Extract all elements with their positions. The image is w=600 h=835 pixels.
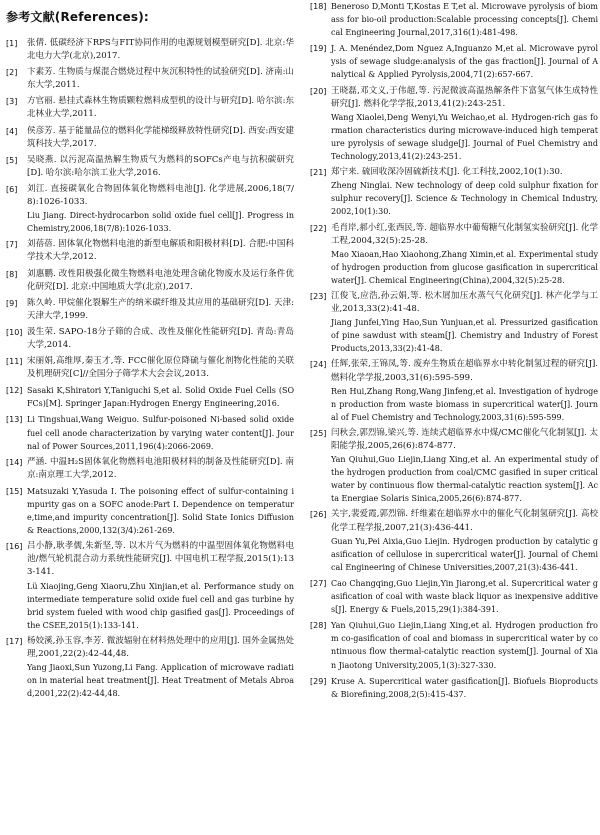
reference-number: [1] bbox=[6, 39, 18, 48]
right-reference-list bbox=[310, 0, 598, 701]
reference-text-en: Cao Changqing,Guo Liejin,Yin Jiarong,et al. Supercritical water gasification of coal with waste black liquor as inexpensive additives[J]. Energy & Fuels,2015,29(1):384-391. bbox=[331, 578, 598, 615]
reference-text-zh: 郑宁来. 硫回收深冷固硫新技术[J]. 化工科技,2002,10(1):30. bbox=[331, 167, 563, 178]
reference-entry bbox=[6, 125, 294, 151]
reference-number: [20] bbox=[310, 86, 327, 96]
reference-text-zh: 毛肖岸,郝小红,张西民,等. 超临界水中葡萄糖气化制氢实验研究[J]. 化学工程,2004,32(5):25-28. bbox=[331, 222, 598, 246]
reference-text-zh: 王晓磊,邓文义,于伟超,等. 污泥微波高温热解条件下富氢气体生成特性研究[J]. 燃料化学学报,2013,41(2):243-251. bbox=[331, 85, 598, 109]
reference-entry bbox=[6, 268, 294, 294]
reference-entry bbox=[6, 413, 294, 452]
reference-text-en: J. A. Menéndez,Dom Nguez A,Inguanzo M,et al. Microwave pyrolysis of sewage sludge:analysis of the gas fraction[J]. Journal of Analytical & Applied Pyrolysis,2004,71(2):657-667. bbox=[331, 44, 598, 80]
reference-number: [26] bbox=[310, 510, 327, 520]
reference-number: [8] bbox=[6, 269, 18, 279]
reference-entry bbox=[6, 37, 294, 63]
reference-text-zh: 刘惠鹏. 改性阳极强化微生物燃料电池处理含硫化物废水及运行条件优化研究[D]. 北京:中国地质大学(北京),2017. bbox=[27, 268, 294, 292]
reference-entry bbox=[6, 635, 294, 700]
reference-entry bbox=[6, 540, 294, 632]
reference-number: [16] bbox=[6, 542, 23, 552]
reference-number: [4] bbox=[6, 126, 18, 136]
reference-entry bbox=[6, 95, 294, 121]
reference-number: [7] bbox=[6, 240, 18, 250]
reference-text-en: Beneroso D,Monti T,Kostas E T,et al. Microwave pyrolysis of biomass for bio-oil production:Scalable processing concepts[J]. Chemical Engineering Journal,2017,316(1):481-498. bbox=[331, 2, 598, 38]
reference-number: [29] bbox=[310, 676, 327, 686]
reference-entry bbox=[310, 0, 598, 39]
reference-text-zh: 卞素芳. 生物质与煤混合燃烧过程中灰沉积特性的试验研究[D]. 济南:山东大学,2011. bbox=[27, 67, 294, 91]
reference-text-zh: 闫秋会,郭烈锦,梁兴,等. 连续式超临界水中煤/CMC催化气化制氢[J]. 太阳能学报,2005,26(6):874-877. bbox=[331, 427, 598, 451]
reference-entry bbox=[6, 238, 294, 264]
reference-text-zh: 关宇,裴爱霞,郭烈锦. 纤维素在超临界水中的催化气化制氢研究[J]. 高校化学工程学报,2007,21(3):436-441. bbox=[331, 509, 598, 533]
reference-text-en: Wang Xiaolei,Deng Wenyi,Yu Weichao,et al. Hydrogen-rich gas formation characteristics during microwave-induced high temperature pyrolysis of sewage sludge[J]. Journal of Fuel Chemistry and Technology,2013,41(2):243-251. bbox=[331, 112, 598, 162]
reference-number: [27] bbox=[310, 578, 327, 588]
reference-text-zh: 侯彦芳. 基于能量品位的燃料化学能梯级释放特性研究[D]. 西安:西安建筑科技大学,2017. bbox=[27, 125, 294, 149]
reference-text-zh: 刘蓓蓓. 固体氧化物燃料电池的新型电解质和阳极材料[D]. 合肥:中国科学技术大学,2012. bbox=[27, 239, 294, 263]
reference-number: [18] bbox=[310, 2, 327, 11]
reference-entry bbox=[6, 154, 294, 180]
reference-entry bbox=[310, 675, 598, 701]
reference-text-zh: 张倩. 低碳经济下RPS与FIT协同作用的电源规划模型研究[D]. 北京:华北电力大学(北京),2017. bbox=[27, 38, 294, 62]
reference-entry bbox=[6, 456, 294, 482]
reference-number: [13] bbox=[6, 415, 23, 425]
reference-number: [28] bbox=[310, 621, 327, 631]
reference-text-zh: 严涵. 中温H₂S固体氧化物燃料电池阳极材料的制备及性能研究[D]. 南京:南京理工大学,2012. bbox=[27, 456, 294, 480]
reference-text-zh: 吕小静,耿孝儒,朱新坚,等. 以木片气为燃料的中温型固体氧化物燃料电池/燃气轮机混合动力系统性能研究[J]. 中国电机工程学报,2015(1):133-141. bbox=[27, 541, 294, 578]
reference-text-en: Sasaki K,Shiratori Y,Taniguchi S,et al. Solid Oxide Fuel Cells (SOFCs)[M]. Springer Japan:Hydrogen Energy Engineering,2016. bbox=[27, 386, 294, 409]
reference-number: [5] bbox=[6, 155, 18, 165]
reference-entry bbox=[6, 66, 294, 92]
reference-entry bbox=[310, 42, 598, 81]
reference-number: [19] bbox=[310, 44, 327, 54]
reference-text-zh: 江俊飞,应浩,孙云娟,等. 松木屑加压水蒸气气化研究[J]. 林产化学与工业,2013,33(2):41-48. bbox=[331, 290, 598, 315]
reference-text-en: Guan Yu,Pei Aixia,Guo Liejin. Hydrogen production by catalytic gasification of cellulose in supercritical water[J]. Journal of Chemical Engineering of Chinese Universities,2007,21(3):436-441. bbox=[331, 536, 598, 572]
reference-text-zh: 任辉,张荣,王锦凤,等. 废弃生物质在超临界水中转化制氢过程的研究[J]. 燃料化学学报,2003,31(6):595-599. bbox=[331, 359, 598, 383]
reference-entry bbox=[6, 183, 294, 235]
reference-text-en: Yan Qiuhui,Guo Liejin,Liang Xing,et al. An experimental study of the hydrogen production from coal/CMC gasified in super critical water by continuous flow thermal-catalytic reaction system[J]. Acta Energiae Solaris Sinica,2005,26(6):874-877. bbox=[331, 455, 598, 504]
reference-number: [23] bbox=[310, 291, 327, 301]
reference-text-zh: 刘江. 直接碳氧化合物固体氧化物燃料电池[J]. 化学进展,2006,18(7/8):1026-1033. bbox=[27, 183, 294, 208]
reference-entry bbox=[310, 222, 598, 287]
reference-number: [17] bbox=[6, 636, 23, 646]
reference-text-en: Zheng Ninglai. New technology of deep cold sulphur fixation for sulphur recovery[J]. Science & Technology in Chemical Industry,2002,10(1):30. bbox=[331, 181, 598, 217]
reference-entry bbox=[6, 297, 294, 323]
reference-text-en: Yang Jiaoxi,Sun Yuzong,Li Fang. Application of microwave radiation in material heat treatment[J]. Heat Treatment of Metals Abroad,2001,22(2):42-44,48. bbox=[27, 663, 294, 699]
reference-entry bbox=[6, 326, 294, 352]
reference-text-en: Li Tingshuai,Wang Weiguo. Sulfur-poisoned Ni-based solid oxide fuel cell anode characterization by varying water content[J]. Journal of Power Sources,2011,196(4):2066-2069. bbox=[27, 415, 294, 451]
reference-entry bbox=[310, 508, 598, 573]
reference-number: [25] bbox=[310, 428, 327, 438]
reference-entry bbox=[6, 485, 294, 537]
references-heading: 参考文献(References): bbox=[6, 10, 149, 24]
reference-number: [12] bbox=[6, 386, 23, 396]
reference-number: [9] bbox=[6, 298, 18, 308]
reference-entry bbox=[310, 427, 598, 506]
left-column bbox=[6, 0, 294, 703]
reference-text-en: Mao Xiaoan,Hao Xiaohong,Zhang Ximin,et al. Experimental study of hydrogen production from glucose gasification in supercritical water[J]. Chemical Engineering(China),2004,32(5):25-28. bbox=[331, 249, 598, 285]
reference-number: [24] bbox=[310, 360, 327, 370]
reference-entry bbox=[310, 166, 598, 218]
reference-entry bbox=[310, 577, 598, 616]
reference-text-en: Lü Xiaojing,Geng Xiaoru,Zhu Xinjian,et al. Performance study on intermediate temperature solid oxide fuel cell and gas turbine hybrid system fueled with wood chip gasified gas[J]. Proceedings of the CSEE,2015(1):133-141. bbox=[27, 581, 294, 630]
reference-number: [10] bbox=[6, 327, 23, 337]
reference-number: [6] bbox=[6, 184, 18, 194]
reference-text-zh: 杨姣溪,孙玉容,李芳. 微波辐射在材料热处理中的应用[J]. 国外金属热处理,2001,22(2):42-44,48. bbox=[27, 635, 294, 660]
reference-number: [3] bbox=[6, 97, 18, 107]
reference-text-en: Ren Hui,Zhang Rong,Wang Jinfeng,et al. Investigation of hydrogen production from waste biomass in supercritical water[J]. Journal of Fuel Chemistry and Technology,2003,31(6):595-599. bbox=[331, 386, 598, 422]
reference-number: [11] bbox=[6, 357, 23, 367]
reference-text-zh: 吴晓燕. 以污泥高温热解生物质气为燃料的SOFCs产电与抗积碳研究[D]. 哈尔滨:哈尔滨工业大学,2016. bbox=[27, 154, 294, 178]
reference-number: [15] bbox=[6, 486, 23, 496]
reference-text-en: Liu Jiang. Direct-hydrocarbon solid oxide fuel cell[J]. Progress in Chemistry,2006,18(7/8):1026-1033. bbox=[27, 211, 294, 234]
reference-text-en: Jiang Junfei,Ying Hao,Sun Yunjuan,et al. Pressurized gasification of pine sawdust with steam[J]. Chemistry and Industry of Forest Products,2013,33(2):41-48. bbox=[331, 318, 598, 354]
reference-entry bbox=[6, 384, 294, 410]
reference-number: [14] bbox=[6, 457, 23, 467]
reference-entry bbox=[310, 358, 598, 423]
reference-text-en: Yan Qiuhui,Guo Liejin,Liang Xing,et al. Hydrogen production from co-gasification of coal and biomass in supercritical water by continuous flow thermal-catalytic reaction system[J]. Journal of Xian Jiaotong University,2005,1(3):327-330. bbox=[331, 621, 598, 670]
reference-number: [2] bbox=[6, 68, 18, 78]
reference-entry bbox=[310, 619, 598, 671]
reference-text-zh: 方官丽. 悬挂式森林生物质颗粒燃料成型机的设计与研究[D]. 哈尔滨:东北林业大学,2011. bbox=[27, 96, 294, 120]
reference-entry bbox=[310, 290, 598, 355]
reference-text-zh: 宋丽娟,高维厚,秦玉才,等. FCC催化原位降硫与催化剂物化性能的关联及机理研究[C]//全国分子筛学术大会会议,2013. bbox=[27, 356, 294, 380]
reference-number: [21] bbox=[310, 168, 327, 178]
reference-entry bbox=[310, 85, 598, 164]
reference-text-zh: 陈久岭. 甲烷催化裂解生产的纳米碳纤维及其应用的基础研究[D]. 天津:天津大学,1999. bbox=[27, 297, 294, 321]
reference-text-zh: 汲生荣. SAPO-18分子筛的合成、改性及催化性能研究[D]. 青岛:青岛大学,2014. bbox=[27, 326, 294, 350]
right-column bbox=[310, 0, 598, 704]
reference-number: [22] bbox=[310, 223, 327, 233]
reference-entry bbox=[6, 355, 294, 381]
reference-text-en: Kruse A. Supercritical water gasification[J]. Biofuels Bioproducts & Biorefining,2008,2(5):415-437. bbox=[331, 676, 598, 699]
reference-text-en: Matsuzaki Y,Yasuda I. The poisoning effect of sulfur-containing impurity gas on a SOFC anode:Part I. Dependence on temperature,time,and impurity concentration[J]. Solid State Ionics Diffusion & Reactions,2000,132(3/4):261-269. bbox=[27, 486, 294, 536]
left-reference-list bbox=[6, 37, 294, 700]
